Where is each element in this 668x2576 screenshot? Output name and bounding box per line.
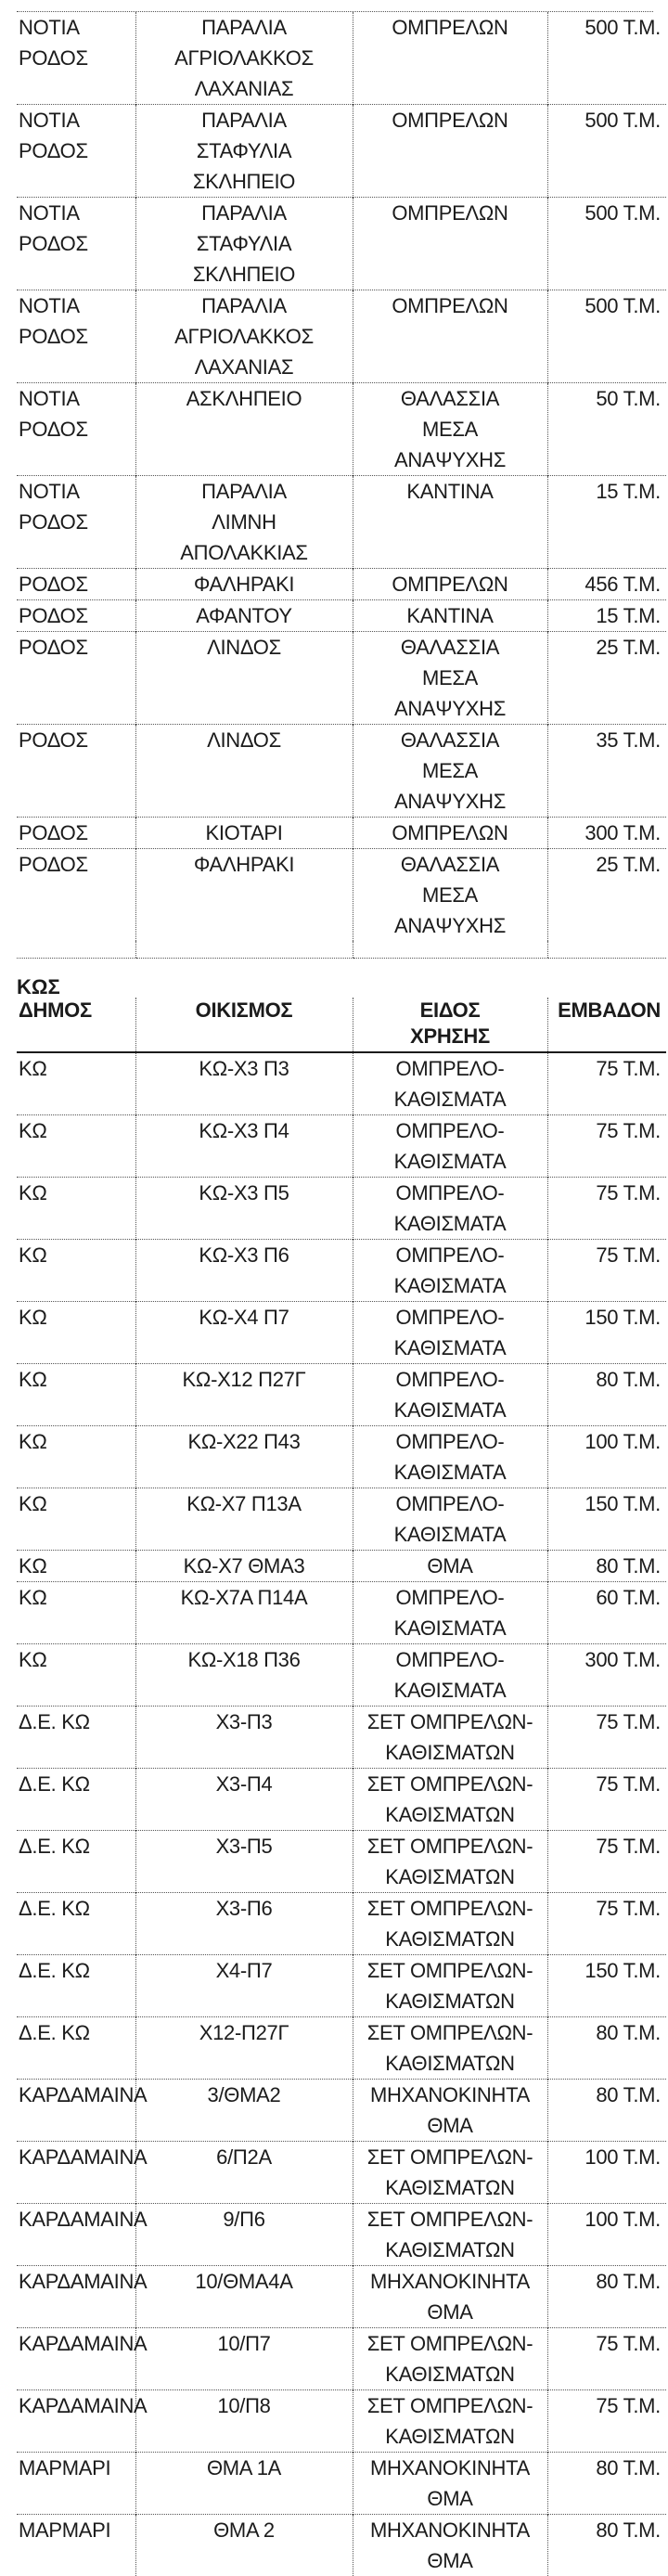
cell-dimos: ΚΑΡΔΑΜΑΙΝΑ: [17, 2142, 135, 2204]
cell-oikismos: ΛΙΝΔΟΣ: [135, 632, 353, 725]
cell-emvadon: 75 Τ.Μ.: [547, 1893, 666, 1955]
cell-oikismos: Χ3-Π5: [135, 1831, 353, 1893]
cell-eidos: ΣΕΤ ΟΜΠΡΕΛΩΝ- ΚΑΘΙΣΜΑΤΩΝ: [353, 2017, 547, 2080]
cell-eidos: ΣΕΤ ΟΜΠΡΕΛΩΝ- ΚΑΘΙΣΜΑΤΩΝ: [353, 2328, 547, 2390]
table-row: [17, 1707, 666, 1769]
cell-eidos: ΜΗΧΑΝΟΚΙΝΗΤΑ ΘΜΑ: [353, 2515, 547, 2576]
cell-eidos: ΟΜΠΡΕΛΟ- ΚΑΘΙΣΜΑΤΑ: [353, 1115, 547, 1178]
table-row: [17, 1582, 666, 1644]
cell-oikismos: ΚΙΟΤΑΡΙ: [135, 818, 353, 849]
table-row: [17, 2390, 666, 2453]
cell-emvadon: 35 Τ.Μ.: [547, 725, 666, 818]
cell-emvadon: 75 Τ.Μ.: [547, 1769, 666, 1831]
cell-dimos: ΚΩ: [17, 1644, 135, 1707]
cell-dimos: ΜΑΡΜΑΡΙ: [17, 2453, 135, 2515]
table-row: [17, 1302, 666, 1364]
cell-emvadon: 456 Τ.Μ.: [547, 569, 666, 600]
section-gap: [17, 959, 668, 975]
cell-dimos: ΚΩ: [17, 1115, 135, 1178]
table-row: [17, 1893, 666, 1955]
cell-dimos: ΝΟΤΙΑ ΡΟΔΟΣ: [17, 12, 135, 105]
cell-oikismos: ΚΩ-Χ3 Π4: [135, 1115, 353, 1178]
cell-emvadon: 500 Τ.Μ.: [547, 105, 666, 198]
table-row: [17, 290, 666, 383]
cell-eidos: ΣΕΤ ΟΜΠΡΕΛΩΝ- ΚΑΘΙΣΜΑΤΩΝ: [353, 1893, 547, 1955]
cell-dimos: ΝΟΤΙΑ ΡΟΔΟΣ: [17, 383, 135, 476]
table-row: [17, 383, 666, 476]
cell-emvadon: 75 Τ.Μ.: [547, 1052, 666, 1115]
table-row: [17, 476, 666, 569]
cell-oikismos: ΚΩ-Χ22 Π43: [135, 1426, 353, 1488]
table-row: [17, 2328, 666, 2390]
cell-emvadon: 100 Τ.Μ.: [547, 2204, 666, 2266]
cell-eidos: ΟΜΠΡΕΛΩΝ: [353, 290, 547, 383]
table-row: [17, 12, 666, 105]
cell-emvadon: 500 Τ.Μ.: [547, 290, 666, 383]
rodos-table-end: [17, 941, 666, 959]
cell-oikismos: ΠΑΡΑΛΙΑ ΑΓΡΙΟΛΑΚΚΟΣ ΛΑΧΑΝΙΑΣ: [135, 290, 353, 383]
cell-dimos: ΚΑΡΔΑΜΑΙΝΑ: [17, 2204, 135, 2266]
table-row: [17, 105, 666, 198]
table-row: [17, 1644, 666, 1707]
cell-eidos: ΟΜΠΡΕΛΩΝ: [353, 105, 547, 198]
cell-oikismos: Χ3-Π4: [135, 1769, 353, 1831]
cell-dimos: ΡΟΔΟΣ: [17, 600, 135, 632]
cell-dimos: ΚΩ: [17, 1364, 135, 1426]
cell-eidos: ΟΜΠΡΕΛΟ- ΚΑΘΙΣΜΑΤΑ: [353, 1302, 547, 1364]
cell-dimos: ΚΩ: [17, 1302, 135, 1364]
cell-emvadon: 75 Τ.Μ.: [547, 1115, 666, 1178]
table-row: [17, 2515, 666, 2576]
cell-eidos: ΟΜΠΡΕΛΩΝ: [353, 198, 547, 290]
table-row: [17, 725, 666, 818]
cell-oikismos: 10/ΘΜΑ4Α: [135, 2266, 353, 2328]
table-row: [17, 1240, 666, 1302]
cell-oikismos: Χ4-Π7: [135, 1955, 353, 2017]
cell-dimos: ΡΟΔΟΣ: [17, 849, 135, 942]
cell-emvadon: 75 Τ.Μ.: [547, 2390, 666, 2453]
cell-eidos: ΣΕΤ ΟΜΠΡΕΛΩΝ- ΚΑΘΙΣΜΑΤΩΝ: [353, 1831, 547, 1893]
cell-eidos: ΘΑΛΑΣΣΙΑ ΜΕΣΑ ΑΝΑΨΥΧΗΣ: [353, 632, 547, 725]
table-row: [17, 2266, 666, 2328]
cell-eidos: ΚΑΝΤΙΝΑ: [353, 600, 547, 632]
cell-emvadon: 150 Τ.Μ.: [547, 1302, 666, 1364]
cell-oikismos: Χ3-Π3: [135, 1707, 353, 1769]
cell-emvadon: 100 Τ.Μ.: [547, 1426, 666, 1488]
cell-emvadon: 75 Τ.Μ.: [547, 1240, 666, 1302]
cell-eidos: ΟΜΠΡΕΛΟ- ΚΑΘΙΣΜΑΤΑ: [353, 1364, 547, 1426]
cell-eidos: ΜΗΧΑΝΟΚΙΝΗΤΑ ΘΜΑ: [353, 2453, 547, 2515]
cell-oikismos: ΚΩ-Χ3 Π6: [135, 1240, 353, 1302]
header-eidos-xrisis: ΕΙΔΟΣ ΧΡΗΣΗΣ: [353, 998, 547, 1052]
cell-dimos: ΡΟΔΟΣ: [17, 569, 135, 600]
cell-emvadon: 100 Τ.Μ.: [547, 2142, 666, 2204]
cell-emvadon: 75 Τ.Μ.: [547, 1178, 666, 1240]
cell-eidos: ΣΕΤ ΟΜΠΡΕΛΩΝ- ΚΑΘΙΣΜΑΤΩΝ: [353, 2142, 547, 2204]
cell-oikismos: ΠΑΡΑΛΙΑ ΑΓΡΙΟΛΑΚΚΟΣ ΛΑΧΑΝΙΑΣ: [135, 12, 353, 105]
cell-emvadon: 300 Τ.Μ.: [547, 1644, 666, 1707]
cell-emvadon: 60 Τ.Μ.: [547, 1582, 666, 1644]
table-row: [17, 849, 666, 942]
cell-oikismos: Χ12-Π27Γ: [135, 2017, 353, 2080]
table-row: [17, 569, 666, 600]
cell-oikismos: 9/Π6: [135, 2204, 353, 2266]
table-row: [17, 2080, 666, 2142]
cell-emvadon: 15 Τ.Μ.: [547, 600, 666, 632]
cell-eidos: ΣΕΤ ΟΜΠΡΕΛΩΝ- ΚΑΘΙΣΜΑΤΩΝ: [353, 2390, 547, 2453]
cell-dimos: ΚΑΡΔΑΜΑΙΝΑ: [17, 2080, 135, 2142]
cell-emvadon: 80 Τ.Μ.: [547, 2515, 666, 2576]
cell-eidos: ΟΜΠΡΕΛΟ- ΚΑΘΙΣΜΑΤΑ: [353, 1488, 547, 1551]
table-row: [17, 1426, 666, 1488]
cell-oikismos: Χ3-Π6: [135, 1893, 353, 1955]
cell-emvadon: 300 Τ.Μ.: [547, 818, 666, 849]
cell-dimos: ΡΟΔΟΣ: [17, 725, 135, 818]
table-row: [17, 1831, 666, 1893]
cell-emvadon: 150 Τ.Μ.: [547, 1488, 666, 1551]
cell-oikismos: ΦΑΛΗΡΑΚΙ: [135, 569, 353, 600]
cell-oikismos: 10/Π8: [135, 2390, 353, 2453]
cell-dimos: ΚΩ: [17, 1426, 135, 1488]
cell-dimos: ΚΩ: [17, 1551, 135, 1582]
cell-emvadon: 500 Τ.Μ.: [547, 12, 666, 105]
cell-dimos: Δ.Ε. ΚΩ: [17, 1831, 135, 1893]
cell-dimos: ΚΩ: [17, 1178, 135, 1240]
cell-dimos: ΝΟΤΙΑ ΡΟΔΟΣ: [17, 476, 135, 569]
cell-oikismos: ΛΙΝΔΟΣ: [135, 725, 353, 818]
table-row: [17, 1178, 666, 1240]
table-row: [17, 1488, 666, 1551]
cell-emvadon: 75 Τ.Μ.: [547, 1707, 666, 1769]
section-title-kos: ΚΩΣ: [17, 975, 668, 998]
cell-eidos: ΣΕΤ ΟΜΠΡΕΛΩΝ- ΚΑΘΙΣΜΑΤΩΝ: [353, 1955, 547, 2017]
table-row: [17, 818, 666, 849]
cell-dimos: Δ.Ε. ΚΩ: [17, 1955, 135, 2017]
table-row: [17, 1364, 666, 1426]
cell-eidos: ΟΜΠΡΕΛΟ- ΚΑΘΙΣΜΑΤΑ: [353, 1582, 547, 1644]
cell-emvadon: 25 Τ.Μ.: [547, 849, 666, 942]
cell-eidos: ΟΜΠΡΕΛΟ- ΚΑΘΙΣΜΑΤΑ: [353, 1178, 547, 1240]
cell-dimos: ΡΟΔΟΣ: [17, 632, 135, 725]
cell-eidos: ΟΜΠΡΕΛΟ- ΚΑΘΙΣΜΑΤΑ: [353, 1426, 547, 1488]
cell-emvadon: 15 Τ.Μ.: [547, 476, 666, 569]
cell-oikismos: ΚΩ-Χ7 Π13Α: [135, 1488, 353, 1551]
cell-eidos: ΣΕΤ ΟΜΠΡΕΛΩΝ- ΚΑΘΙΣΜΑΤΩΝ: [353, 1769, 547, 1831]
cell-dimos: Δ.Ε. ΚΩ: [17, 1769, 135, 1831]
table-row: [17, 632, 666, 725]
cell-emvadon: 80 Τ.Μ.: [547, 2017, 666, 2080]
cell-emvadon: 500 Τ.Μ.: [547, 198, 666, 290]
cell-emvadon: 150 Τ.Μ.: [547, 1955, 666, 2017]
cell-dimos: ΚΩ: [17, 1488, 135, 1551]
table-row: [17, 1551, 666, 1582]
cell-dimos: Δ.Ε. ΚΩ: [17, 1893, 135, 1955]
rodos-table-body: [17, 12, 666, 941]
table-row: [17, 600, 666, 632]
cell-oikismos: 6/Π2Α: [135, 2142, 353, 2204]
cell-emvadon: 80 Τ.Μ.: [547, 1551, 666, 1582]
cell-oikismos: ΘΜΑ 1Α: [135, 2453, 353, 2515]
cell-oikismos: ΘΜΑ 2: [135, 2515, 353, 2576]
cell-oikismos: ΚΩ-Χ3 Π5: [135, 1178, 353, 1240]
cell-dimos: ΚΩ: [17, 1052, 135, 1115]
cell-eidos: ΟΜΠΡΕΛΟ- ΚΑΘΙΣΜΑΤΑ: [353, 1052, 547, 1115]
cell-eidos: ΚΑΝΤΙΝΑ: [353, 476, 547, 569]
cell-oikismos: ΠΑΡΑΛΙΑ ΛΙΜΝΗ ΑΠΟΛΑΚΚΙΑΣ: [135, 476, 353, 569]
cell-eidos: ΟΜΠΡΕΛΟ- ΚΑΘΙΣΜΑΤΑ: [353, 1644, 547, 1707]
cell-dimos: ΚΩ: [17, 1240, 135, 1302]
cell-oikismos: ΚΩ-Χ7 ΘΜΑ3: [135, 1551, 353, 1582]
table-row: [17, 1115, 666, 1178]
table-row: [17, 1052, 666, 1115]
cell-eidos: ΘΑΛΑΣΣΙΑ ΜΕΣΑ ΑΝΑΨΥΧΗΣ: [353, 383, 547, 476]
cell-eidos: ΟΜΠΡΕΛΟ- ΚΑΘΙΣΜΑΤΑ: [353, 1240, 547, 1302]
header-oikismos: ΟΙΚΙΣΜΟΣ: [135, 998, 353, 1052]
table-row: [17, 2204, 666, 2266]
cell-dimos: ΡΟΔΟΣ: [17, 818, 135, 849]
cell-emvadon: 75 Τ.Μ.: [547, 2328, 666, 2390]
cell-emvadon: 80 Τ.Μ.: [547, 2266, 666, 2328]
cell-oikismos: ΚΩ-Χ7Α Π14Α: [135, 1582, 353, 1644]
cell-eidos: ΣΕΤ ΟΜΠΡΕΛΩΝ- ΚΑΘΙΣΜΑΤΩΝ: [353, 2204, 547, 2266]
cell-dimos: ΝΟΤΙΑ ΡΟΔΟΣ: [17, 290, 135, 383]
cell-oikismos: ΚΩ-Χ18 Π36: [135, 1644, 353, 1707]
cell-dimos: Δ.Ε. ΚΩ: [17, 1707, 135, 1769]
cell-emvadon: 80 Τ.Μ.: [547, 1364, 666, 1426]
cell-dimos: ΚΩ: [17, 1582, 135, 1644]
kos-table-body: [17, 1052, 666, 2576]
header-emvadon: ΕΜΒΑΔΟΝ: [547, 998, 666, 1052]
cell-emvadon: 25 Τ.Μ.: [547, 632, 666, 725]
cell-dimos: ΝΟΤΙΑ ΡΟΔΟΣ: [17, 198, 135, 290]
cell-dimos: ΚΑΡΔΑΜΑΙΝΑ: [17, 2328, 135, 2390]
cell-dimos: ΚΑΡΔΑΜΑΙΝΑ: [17, 2266, 135, 2328]
cell-oikismos: 3/ΘΜΑ2: [135, 2080, 353, 2142]
cell-emvadon: 50 Τ.Μ.: [547, 383, 666, 476]
cell-oikismos: 10/Π7: [135, 2328, 353, 2390]
top-rule: [17, 0, 653, 12]
cell-eidos: ΟΜΠΡΕΛΩΝ: [353, 818, 547, 849]
cell-oikismos: ΚΩ-Χ3 Π3: [135, 1052, 353, 1115]
table-row: [17, 1955, 666, 2017]
cell-dimos: ΚΑΡΔΑΜΑΙΝΑ: [17, 2390, 135, 2453]
table-row: [17, 198, 666, 290]
cell-emvadon: 80 Τ.Μ.: [547, 2453, 666, 2515]
cell-emvadon: 80 Τ.Μ.: [547, 2080, 666, 2142]
cell-eidos: ΘΑΛΑΣΣΙΑ ΜΕΣΑ ΑΝΑΨΥΧΗΣ: [353, 725, 547, 818]
cell-dimos: Δ.Ε. ΚΩ: [17, 2017, 135, 2080]
table-row: [17, 2142, 666, 2204]
kos-table: [17, 998, 666, 2576]
kos-table-header: [17, 998, 666, 1052]
table-row: [17, 2453, 666, 2515]
table-row: [17, 2017, 666, 2080]
cell-oikismos: ΚΩ-Χ12 Π27Γ: [135, 1364, 353, 1426]
cell-emvadon: 75 Τ.Μ.: [547, 1831, 666, 1893]
header-dimos: ΔΗΜΟΣ: [17, 998, 135, 1052]
cell-eidos: ΟΜΠΡΕΛΩΝ: [353, 12, 547, 105]
cell-oikismos: ΑΣΚΛΗΠΕΙΟ: [135, 383, 353, 476]
cell-eidos: ΣΕΤ ΟΜΠΡΕΛΩΝ- ΚΑΘΙΣΜΑΤΩΝ: [353, 1707, 547, 1769]
cell-eidos: ΘΜΑ: [353, 1551, 547, 1582]
cell-dimos: ΝΟΤΙΑ ΡΟΔΟΣ: [17, 105, 135, 198]
cell-oikismos: ΠΑΡΑΛΙΑ ΣΤΑΦΥΛΙΑ ΣΚΛΗΠΕΙΟ: [135, 105, 353, 198]
table-row: [17, 1769, 666, 1831]
cell-dimos: ΜΑΡΜΑΡΙ: [17, 2515, 135, 2576]
cell-eidos: ΟΜΠΡΕΛΩΝ: [353, 569, 547, 600]
cell-oikismos: ΠΑΡΑΛΙΑ ΣΤΑΦΥΛΙΑ ΣΚΛΗΠΕΙΟ: [135, 198, 353, 290]
cell-eidos: ΜΗΧΑΝΟΚΙΝΗΤΑ ΘΜΑ: [353, 2080, 547, 2142]
cell-oikismos: ΚΩ-Χ4 Π7: [135, 1302, 353, 1364]
cell-eidos: ΜΗΧΑΝΟΚΙΝΗΤΑ ΘΜΑ: [353, 2266, 547, 2328]
cell-oikismos: ΑΦΑΝΤΟΥ: [135, 600, 353, 632]
cell-eidos: ΘΑΛΑΣΣΙΑ ΜΕΣΑ ΑΝΑΨΥΧΗΣ: [353, 849, 547, 942]
rodos-table: [17, 12, 666, 959]
cell-oikismos: ΦΑΛΗΡΑΚΙ: [135, 849, 353, 942]
